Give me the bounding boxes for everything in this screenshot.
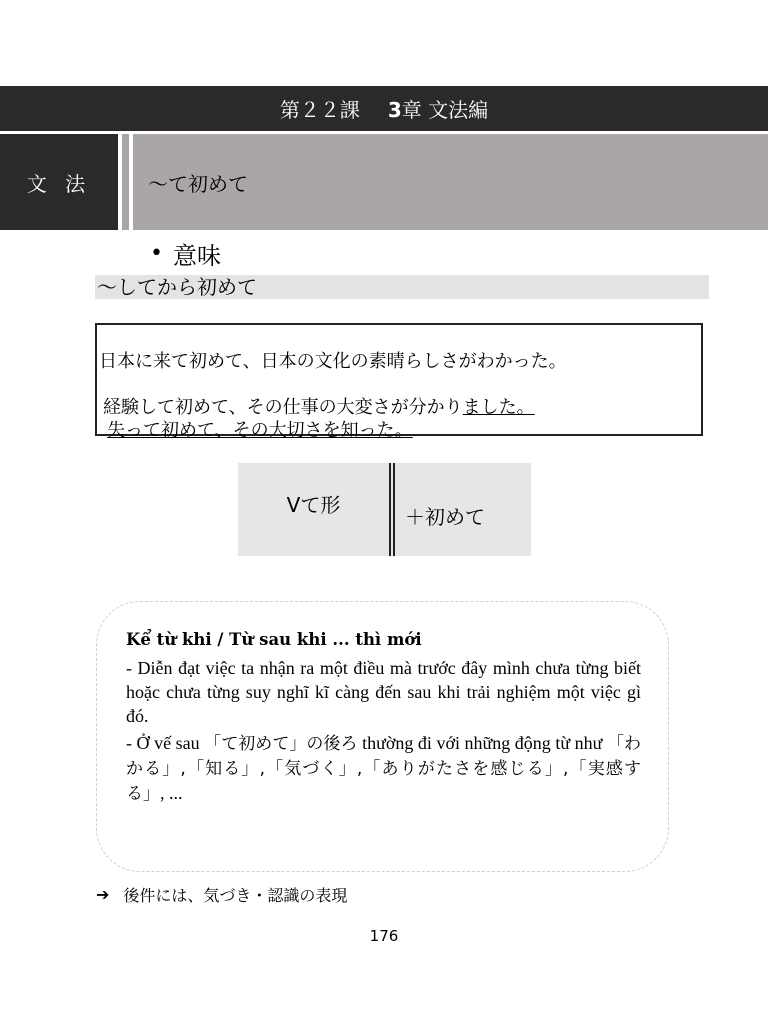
note-p2-japanese-1: 「て初めて」の後ろ [204, 734, 358, 754]
example-sentence-1: 日本に来て初めて、日本の文化の素晴らしさがわかった。 [99, 351, 567, 372]
meaning-bullet [150, 236, 221, 271]
note-paragraph-1: - Diễn đạt việc ta nhận ra một điều mà trước đây mình chưa từng biết hoặc chưa từng suy nghĩ kĩ càng đến sau khi trải nghiệm một việc gì đó. [126, 658, 641, 726]
meaning-heading: 〜してから初めて [95, 275, 709, 299]
structure-right-cell [395, 463, 531, 556]
arrow-note [96, 883, 347, 906]
note-p2-prefix: - Ở vế sau [126, 733, 205, 753]
bullet-dot-icon: • [150, 241, 163, 266]
note-p2-japanese-2: 「わかる」,「知る」,「気づく」,「ありがたさを感じる」,「実感する」 [126, 734, 641, 804]
side-stripe [122, 134, 129, 230]
chapter-label [388, 94, 488, 123]
example-sentence-3 [107, 416, 413, 442]
section-title [133, 134, 768, 230]
structure-right-text: ＋初めて [405, 505, 485, 529]
page-number: 176 [369, 927, 399, 945]
structure-left-text: Vて形 [286, 493, 341, 517]
example-sentence-2-underlined: ました。 [462, 397, 535, 418]
arrow-right-icon: ➔ [96, 885, 110, 904]
section-side-label: 文 法 [0, 134, 118, 230]
structure-left-cell [238, 463, 389, 556]
chapter-suffix: 章 文法編 [401, 98, 489, 122]
meaning-label: 意味 [172, 242, 221, 270]
lesson-label: 第２２課 [279, 98, 360, 122]
chapter-number: 3 [387, 98, 402, 122]
chapter-header-bar [0, 86, 768, 131]
example-sentence-3-text: 失って初めて、その大切さを知った。 [107, 420, 413, 441]
example-box [95, 323, 703, 441]
note-p2-suffix: , ... [160, 783, 183, 803]
note-p2-middle: thường đi với những động từ như [357, 733, 607, 753]
example-sentence-2-text: 経験して初めて、その仕事の大変さが分かり [103, 397, 463, 418]
section-title-text: 〜て初めて [148, 171, 248, 196]
arrow-note-text: 後件には、気づき・認識の表現 [123, 886, 348, 905]
note-paragraph-2 [126, 731, 641, 806]
note-title: Kể từ khi / Từ sau khi ... thì mới [126, 630, 422, 649]
